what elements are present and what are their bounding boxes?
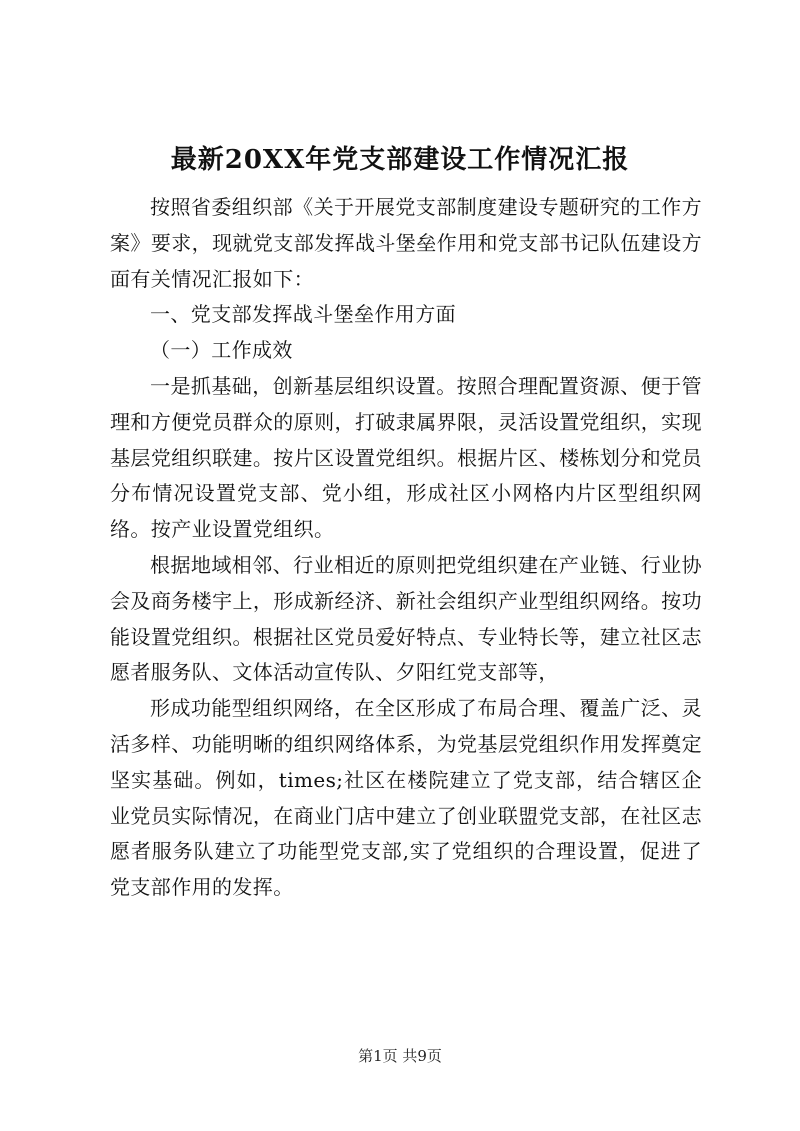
document-title: 最新20XX年党支部建设工作情况汇报 — [170, 145, 630, 175]
section-heading: 一、党支部发挥战斗堡垒作用方面 — [150, 302, 456, 327]
subsection-heading: （一）工作成效 — [150, 338, 293, 363]
paragraph-intro: 按照省委组织部《关于开展党支部制度建设专题研究的工作方案》要求，现就党支部发挥战斗堡垒作用和党支部书记队伍建设方面有关情况汇报如下： — [110, 195, 702, 291]
paragraph-basics: 一是抓基础，创新基层组织设置。按照合理配置资源、便于管理和方便党员群众的原则，打破隶属界限，灵活设置党组织，实现基层党组织联建。按片区设置党组织。根据片区、楼栋划分和党员分布情况设置党支部、党小组，形成社区小网格内片区型组织网络。按产业设置党组织。 — [110, 373, 702, 542]
page-number: 第1页 共9页 — [358, 1047, 442, 1065]
paragraph-industry: 根据地域相邻、行业相近的原则把党组织建在产业链、行业协会及商务楼宇上，形成新经济、新社会组织产业型组织网络。按功能设置党组织。根据社区党员爱好特点、专业特长等，建立社区志愿者服务队、文体活动宣传队、夕阳红党支部等， — [110, 552, 702, 685]
document-body — [110, 190, 702, 906]
paragraph-function: 形成功能型组织网络，在全区形成了布局合理、覆盖广泛、灵活多样、功能明晰的组织网络体系，为党基层党组织作用发挥奠定坚实基础。例如，times;社区在楼院建立了党支部，结合辖区企业党员实际情况，在商业门店中建立了创业联盟党支部，在社区志愿者服务队建立了功能型党支部,实了党组织的合理设置，促进了党支部作用的发挥。 — [110, 696, 702, 900]
